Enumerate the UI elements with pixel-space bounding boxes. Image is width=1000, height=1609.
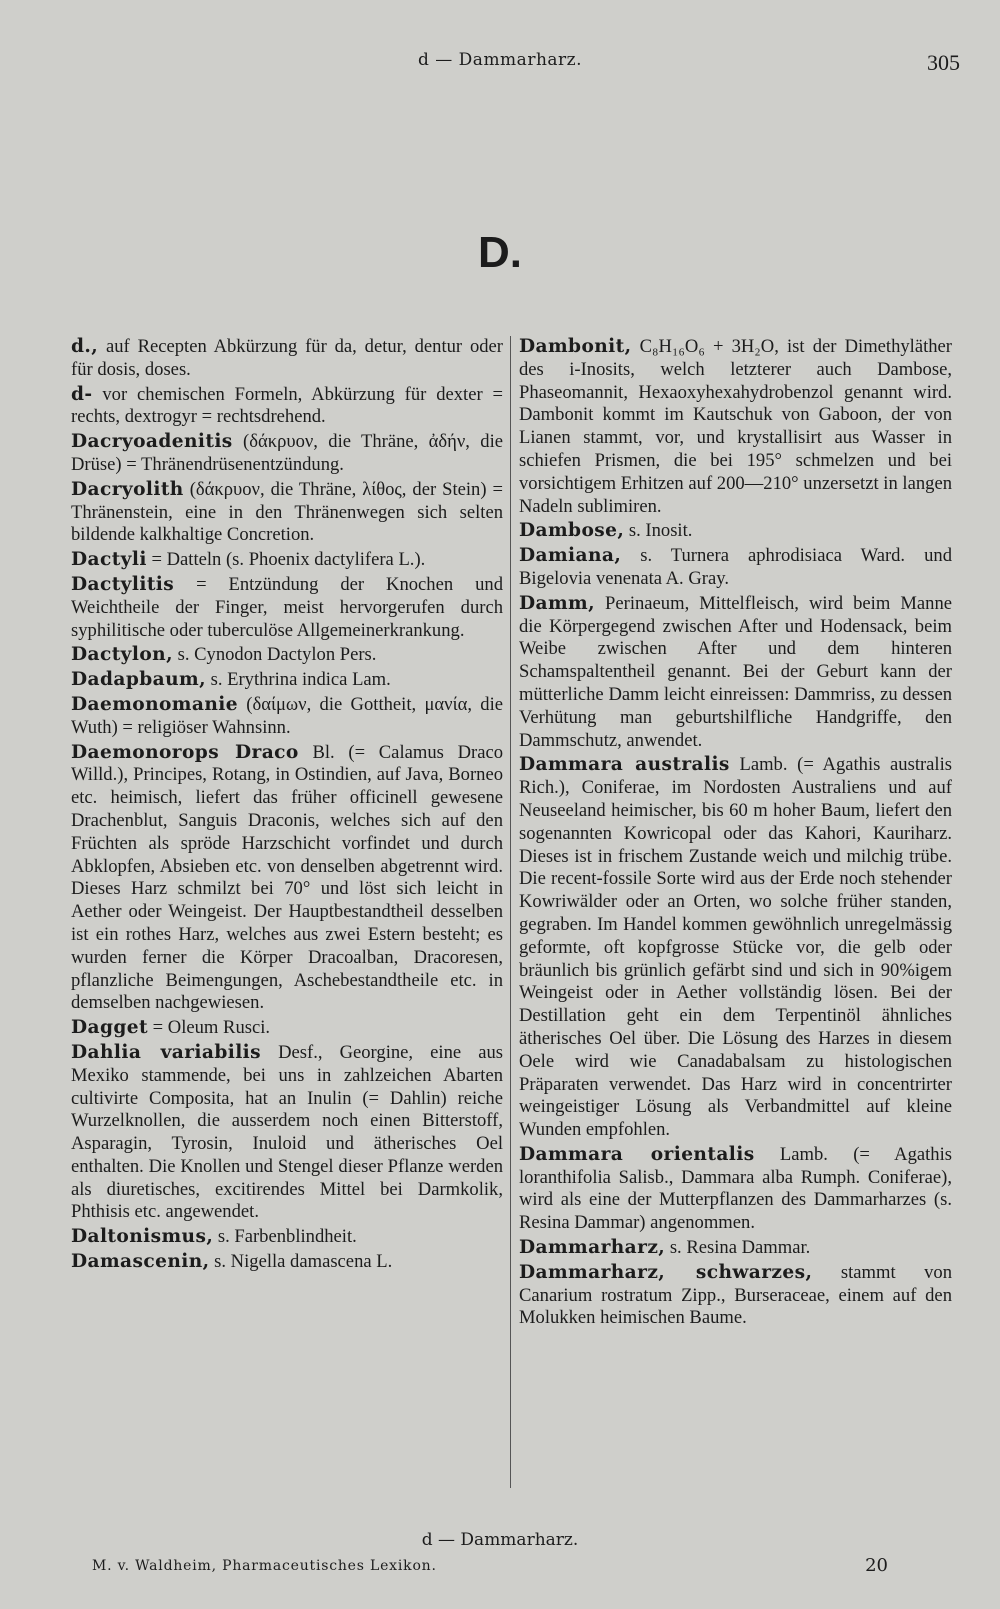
- publisher-imprint: M. v. Waldheim, Pharmaceutisches Lexikon.: [92, 1558, 437, 1574]
- entry-lemma: Dacryolith: [71, 478, 184, 500]
- entry: [519, 1262, 952, 1330]
- entry-text: Lamb. (= Agathis australis Rich.), Coniferae, im Nordosten Australiens und auf Neuseeland heimischer, bis 60 m hoher Baum, liefert den sogenannten Kowricopal oder das Kahori, Kauriharz. Dieses ist in frischem Zustande weich und milchig trübe. Die recent-fossile Sorte wird aus der Erde noch stehender Kowriwälder oder an Orten, wo solche früher standen, gegraben. Im Handel kommen gewöhnlich unregelmässig geformte, oft kopfgrosse Stücke vor, die gelb oder bräunlich bis grünlich gefärbt sind und sich in 90%igem Weingeist oder in Aether vollständig lösen. Bei der Destillation geht ein dem Terpentinöl ähnliches ätherisches Oel über. Die Lösung des Harzes in diesem Oele wird wie Canadabalsam zu histologischen Präparaten verwendet. Das Harz wird in concentrirter weingeistiger Lösung als Verbandmittel auf kleine Wunden empfohlen.: [519, 754, 953, 1141]
- entry-lemma: Dactylitis: [71, 573, 175, 595]
- entry-text: s. Farbenblindheit.: [213, 1226, 357, 1248]
- entry: [71, 1251, 503, 1274]
- entry-text: s. Erythrina indica Lam.: [205, 669, 391, 691]
- entry-lemma: Daemonorops Draco: [71, 741, 299, 763]
- entry: [71, 479, 503, 547]
- entry: [519, 545, 952, 591]
- entry: [71, 384, 503, 430]
- entry-lemma: Dacryoadenitis: [71, 431, 233, 453]
- entry-lemma: Dactyli: [71, 549, 147, 571]
- entry-text: (δάκρυον, die Thräne, λίθος, der Stein) = Thränenstein, eine in den Thränenwegen sich selten bildende kalkhaltige Concretion.: [71, 478, 503, 546]
- entry-lemma: Dagget: [71, 1017, 148, 1039]
- entry-lemma: Damascenin,: [71, 1251, 210, 1273]
- entry: [519, 593, 952, 753]
- entry-text: s. Inosit.: [624, 520, 693, 542]
- running-head: d — Dammarharz.: [417, 50, 583, 70]
- entry-lemma: Daemonomanie: [71, 693, 238, 715]
- entry-lemma: Dadapbaum,: [71, 669, 206, 691]
- entry: [519, 1237, 952, 1260]
- entry-lemma: Dammarharz,: [519, 1237, 666, 1259]
- entry-text: stammt von Canarium rostratum Zipp., Burseraceae, einem auf den Molukken heimischen Baume.: [519, 1261, 952, 1329]
- entry-text: s. Nigella damascena L.: [209, 1251, 393, 1273]
- entry-lemma: Damm,: [519, 592, 595, 614]
- entry: [519, 1144, 952, 1235]
- entry-text: = Entzündung der Knochen und Weichtheile der Finger, meist hervorgerufen durch syphilitische oder tuberculöse Allgemeinerkrankung.: [71, 573, 503, 641]
- entry-lemma: Daltonismus,: [71, 1226, 214, 1248]
- entry-lemma: Dactylon,: [71, 644, 173, 666]
- entry: [71, 431, 503, 477]
- entry-lemma: Damiana,: [519, 545, 622, 567]
- entry: [71, 694, 503, 740]
- entry: [71, 574, 503, 642]
- entry-lemma: d.,: [71, 336, 99, 357]
- entry-text: auf Recepten Abkürzung für da, detur, dentur oder für dosis, doses.: [71, 336, 503, 380]
- right-column: [519, 336, 952, 1332]
- entry: [71, 669, 503, 692]
- column-divider: [510, 336, 511, 1488]
- entry-text: Perinaeum, Mittelfleisch, wird beim Manne die Körpergegend zwischen After und Hodensack, beim Weibe zwischen After und dem hinteren Schamspaltentheil genannt. Bei der Geburt kann der mütterliche Damm leicht einreissen: Dammriss, zu dessen Verhütung man geburtshilfliche Handgriffe, den Dammschutz, anwendet.: [519, 592, 952, 751]
- entry-text: Bl. (= Calamus Draco Willd.), Principes, Rotang, in Ostindien, auf Java, Borneo etc. heimisch, liefert das früher officinell gewesene Drachenblut, Sanguis Draconis, welches sich auf den Früchten als spröde Harzschicht vorfindet und durch Abklopfen, Absieben etc. von denselben abgetrennt wird. Dieses Harz schmilzt bei 70° und löst sich leicht in Aether oder Weingeist. Der Hauptbestandtheil desselben ist ein rothes Harz, welches aus zwei Estern besteht; es wurden ferner die Körper Dracoalban, Dracoresen, pflanzliche Beimengungen, Aschebestandtheile etc. in demselben nachgewiesen.: [71, 741, 503, 1014]
- entry-text: = Datteln (s. Phoenix dactylifera L.).: [146, 549, 426, 571]
- entry-lemma: Dammarharz, schwarzes,: [519, 1261, 813, 1283]
- entry-text: (δαίμων, die Gottheit, μανία, die Wuth) = religiöser Wahnsinn.: [71, 693, 503, 738]
- entry-text: s. Turnera aphrodisiaca Ward. und Bigelovia venenata A. Gray.: [519, 545, 952, 589]
- entry-lemma: Dammara orientalis: [519, 1143, 755, 1165]
- entry: [519, 754, 952, 1142]
- entry: [519, 520, 952, 543]
- entry-lemma: d-: [71, 383, 93, 405]
- entry-lemma: Dammara australis: [519, 754, 730, 776]
- entry-lemma: Dambose,: [519, 520, 625, 542]
- entry-text: Lamb. (= Agathis loranthifolia Salisb., Dammara alba Rumph. Coniferae), wird als eine der Mutterpflanzen des Dammarharzes (s. Resina Dammar) angenommen.: [519, 1143, 952, 1234]
- entry-text: = Oleum Rusci.: [148, 1017, 271, 1039]
- entry: [519, 336, 952, 518]
- entry-text: s. Resina Dammar.: [665, 1237, 811, 1259]
- entry-lemma: Dambonit,: [519, 336, 632, 357]
- entry: [71, 1017, 503, 1040]
- signature-mark: 20: [865, 1555, 888, 1576]
- entry: [71, 549, 503, 572]
- section-letter: D.: [478, 228, 522, 277]
- entry-text: C₈H₁₆O₆ + 3H₂O, ist der Dimethyläther des i-Inosits, welch letzterer auch Dambose, Phaseomannit, Hexaoxyhexahydrobenzol genannt wird. Dambonit kommt im Kautschuk von Gaboon, der von Lianen stammt, vor, und krystallisirt aus Wasser in schiefen Prismen, die bei 195° schmelzen und bei vorsichtigem Erhitzen auf 200—210° unzersetzt in langen Nadeln sublimiren.: [519, 336, 952, 517]
- entry-lemma: Dahlia variabilis: [71, 1041, 261, 1063]
- page-number: 305: [927, 50, 960, 75]
- entry-text: Desf., Georgine, eine aus Mexiko stammende, bei uns in zahlzeichen Abarten cultivirte Composita, hat an Inulin (= Dahlin) reiche Wurzelknollen, die ausserdem noch einen Bitterstoff, Asparagin, Tyrosin, Inuloid und ätherisches Oel enthalten. Die Knollen und Stengel dieser Pflanze werden als diuretisches, excitirendes Mittel bei Darmkolik, Phthisis etc. angewendet.: [71, 1041, 503, 1223]
- left-column: [71, 336, 503, 1276]
- entry-text: (δάκρυον, die Thräne, ἀδήν, die Drüse) = Thränendrüsenentzündung.: [71, 431, 503, 475]
- entry: [71, 644, 503, 667]
- entry: [71, 1042, 503, 1224]
- entry: [71, 336, 503, 382]
- entry: [71, 742, 503, 1016]
- entry-text: vor chemischen Formeln, Abkürzung für dexter = rechts, dextrogyr = rechtsdrehend.: [71, 383, 503, 428]
- entry-text: s. Cynodon Dactylon Pers.: [172, 644, 377, 666]
- entry: [71, 1226, 503, 1249]
- footer-running-head: d — Dammarharz.: [421, 1530, 579, 1550]
